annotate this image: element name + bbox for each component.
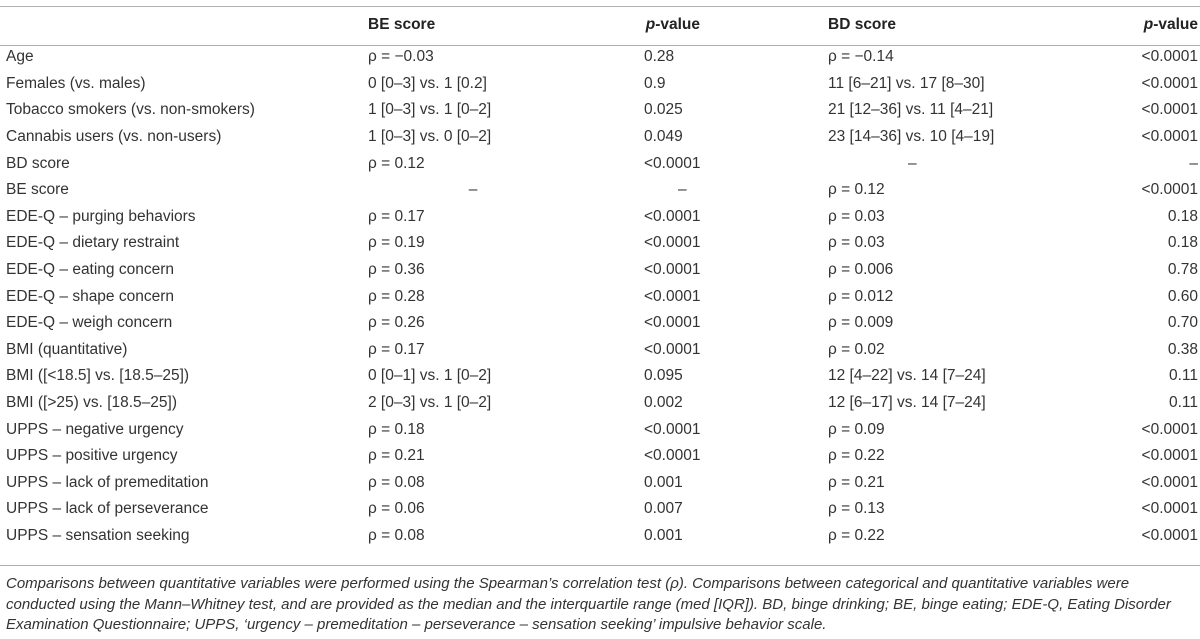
be-score-cell: ρ = 0.26 <box>368 314 425 332</box>
table-row <box>0 310 1200 337</box>
be-score-cell: ρ = 0.17 <box>368 207 425 225</box>
row-variable: UPPS – lack of perseverance <box>6 500 209 518</box>
bd-pvalue-cell: <0.0001 <box>1141 128 1198 146</box>
bd-score-cell: 12 [6–17] vs. 14 [7–24] <box>828 394 986 412</box>
bd-pvalue-cell: 0.78 <box>1167 261 1198 279</box>
table-row <box>0 496 1200 523</box>
bd-pvalue-cell: <0.0001 <box>1141 500 1198 518</box>
be-pvalue-cell: <0.0001 <box>644 234 701 252</box>
table-row <box>0 97 1200 124</box>
bd-pvalue-cell: 0.60 <box>1167 287 1198 305</box>
be-score-cell: ρ = 0.28 <box>368 287 425 305</box>
header-p-rest: -value <box>1153 16 1198 33</box>
bd-score-cell: 21 [12–36] vs. 11 [4–21] <box>828 101 994 119</box>
be-score-cell: ρ = 0.12 <box>368 154 425 172</box>
row-variable: UPPS – lack of premeditation <box>6 473 209 491</box>
be-pvalue-cell: 0.007 <box>644 500 683 518</box>
be-score-cell: 0 [0–1] vs. 1 [0–2] <box>368 367 492 385</box>
bd-pvalue-cell: <0.0001 <box>1141 181 1198 199</box>
results-table <box>0 6 1200 549</box>
bd-score-cell: ρ = 0.03 <box>828 207 885 225</box>
be-score-cell: ρ = −0.03 <box>368 48 434 66</box>
bd-score-cell: ρ = 0.22 <box>828 526 885 544</box>
bd-pvalue-cell: 0.11 <box>1168 367 1198 385</box>
be-pvalue-cell: 0.9 <box>644 74 666 92</box>
be-pvalue-cell: – <box>678 181 687 199</box>
bd-score-cell: – <box>908 154 917 172</box>
be-pvalue-cell: <0.0001 <box>644 340 701 358</box>
row-variable: BE score <box>6 181 69 199</box>
be-pvalue-cell: <0.0001 <box>644 420 701 438</box>
row-variable: BMI ([<18.5] vs. [18.5–25]) <box>6 367 190 385</box>
bd-pvalue-cell: 0.70 <box>1167 314 1198 332</box>
bd-score-cell: ρ = 0.009 <box>828 314 894 332</box>
row-variable: BD score <box>6 154 70 172</box>
row-variable: EDE-Q – eating concern <box>6 261 175 279</box>
row-variable: Tobacco smokers (vs. non-smokers) <box>6 101 255 119</box>
table-row <box>0 416 1200 443</box>
row-variable: Cannabis users (vs. non-users) <box>6 128 222 146</box>
table-row <box>0 363 1200 390</box>
table-row <box>0 204 1200 231</box>
header-be-pvalue <box>578 6 808 44</box>
header-bd-pvalue <box>1058 6 1200 44</box>
table-body <box>0 44 1200 549</box>
table-footnote: Comparisons between quantitative variables were performed using the Spearman’s correlation test (ρ). Comparisons between categorical and quantitative variables were conducted using the Mann–Whitney test, and are provided as the median and the interquartile range (med [IQR]). BD, binge drinking; BE, binge eating; EDE-Q, Eating Disorder Examination Questionnaire; UPPS, ‘urgency – premeditation – perseverance – sensation seeking’ impulsive behavior scale. <box>6 575 1171 633</box>
bd-score-cell: 11 [6–21] vs. 17 [8–30] <box>828 74 985 92</box>
row-variable: UPPS – negative urgency <box>6 420 184 438</box>
bd-score-cell: ρ = 0.12 <box>828 181 885 199</box>
be-pvalue-cell: 0.28 <box>644 48 675 66</box>
be-pvalue-cell: <0.0001 <box>644 207 701 225</box>
be-score-cell: 1 [0–3] vs. 0 [0–2] <box>368 128 492 146</box>
bd-score-cell: ρ = 0.02 <box>828 340 885 358</box>
bd-score-cell: ρ = 0.13 <box>828 500 885 518</box>
results-table-container <box>0 6 1200 549</box>
be-pvalue-cell: 0.025 <box>644 101 683 119</box>
bd-score-cell: ρ = −0.14 <box>828 48 894 66</box>
bd-score-cell: ρ = 0.006 <box>828 261 894 279</box>
row-variable: BMI ([>25) vs. [18.5–25]) <box>6 394 178 412</box>
bd-pvalue-cell: <0.0001 <box>1141 48 1198 66</box>
be-score-cell: ρ = 0.06 <box>368 500 425 518</box>
header-variable <box>0 6 368 44</box>
be-score-cell: ρ = 0.21 <box>368 447 425 465</box>
header-p-rest: -value <box>655 16 700 33</box>
table-row <box>0 230 1200 257</box>
be-score-cell: 1 [0–3] vs. 1 [0–2] <box>368 101 492 119</box>
row-variable: EDE-Q – dietary restraint <box>6 234 180 252</box>
bd-score-cell: 23 [14–36] vs. 10 [4–19] <box>828 128 995 146</box>
bd-score-cell: ρ = 0.012 <box>828 287 894 305</box>
bd-score-cell: ρ = 0.09 <box>828 420 885 438</box>
be-pvalue-cell: <0.0001 <box>644 314 701 332</box>
be-score-cell: ρ = 0.08 <box>368 526 425 544</box>
table-row <box>0 177 1200 204</box>
bd-pvalue-cell: <0.0001 <box>1141 526 1198 544</box>
row-variable: Females (vs. males) <box>6 74 146 92</box>
be-score-cell: ρ = 0.18 <box>368 420 425 438</box>
be-score-cell: ρ = 0.19 <box>368 234 425 252</box>
bd-score-cell: ρ = 0.03 <box>828 234 885 252</box>
header-be-score: BE score <box>368 16 436 33</box>
table-row <box>0 337 1200 364</box>
bd-pvalue-cell: 0.18 <box>1167 207 1198 225</box>
header-row <box>0 6 1200 44</box>
be-pvalue-cell: <0.0001 <box>644 287 701 305</box>
bd-pvalue-cell: <0.0001 <box>1141 447 1198 465</box>
be-score-cell: 2 [0–3] vs. 1 [0–2] <box>368 394 492 412</box>
header-p-italic: p <box>645 16 656 33</box>
table-row <box>0 71 1200 98</box>
be-pvalue-cell: 0.001 <box>644 473 683 491</box>
be-score-cell: – <box>468 181 478 199</box>
table-row <box>0 443 1200 470</box>
table-row <box>0 283 1200 310</box>
be-pvalue-cell: 0.002 <box>644 394 683 412</box>
header-bd-score: BD score <box>828 16 897 33</box>
row-variable: UPPS – sensation seeking <box>6 526 190 544</box>
bd-score-cell: ρ = 0.21 <box>828 473 885 491</box>
bd-pvalue-cell: 0.18 <box>1167 234 1198 252</box>
bd-pvalue-cell: <0.0001 <box>1141 101 1198 119</box>
row-variable: Age <box>6 48 34 66</box>
row-variable: BMI (quantitative) <box>6 340 128 358</box>
bottom-rule <box>0 565 1200 566</box>
table-row <box>0 257 1200 284</box>
be-score-cell: ρ = 0.36 <box>368 261 425 279</box>
table-row <box>0 150 1200 177</box>
bd-pvalue-cell: <0.0001 <box>1141 420 1198 438</box>
bd-pvalue-cell: 0.11 <box>1168 394 1198 412</box>
row-variable: EDE-Q – shape concern <box>6 287 175 305</box>
bd-pvalue-cell: – <box>1189 154 1198 172</box>
be-score-cell: ρ = 0.17 <box>368 340 425 358</box>
bd-score-cell: 12 [4–22] vs. 14 [7–24] <box>828 367 986 385</box>
be-pvalue-cell: <0.0001 <box>644 447 701 465</box>
bd-pvalue-cell: 0.38 <box>1167 340 1198 358</box>
be-pvalue-cell: <0.0001 <box>644 261 701 279</box>
be-pvalue-cell: 0.095 <box>644 367 683 385</box>
bd-pvalue-cell: <0.0001 <box>1141 473 1198 491</box>
table-row <box>0 390 1200 417</box>
header-p-italic: p <box>1143 16 1154 33</box>
row-variable: EDE-Q – purging behaviors <box>6 207 196 225</box>
be-pvalue-cell: 0.049 <box>644 128 683 146</box>
table-row <box>0 523 1200 550</box>
table-row <box>0 44 1200 71</box>
be-pvalue-cell: 0.001 <box>644 526 683 544</box>
be-pvalue-cell: <0.0001 <box>644 154 701 172</box>
be-score-cell: ρ = 0.08 <box>368 473 425 491</box>
bd-pvalue-cell: <0.0001 <box>1141 74 1198 92</box>
row-variable: UPPS – positive urgency <box>6 447 178 465</box>
bd-score-cell: ρ = 0.22 <box>828 447 885 465</box>
table-row <box>0 124 1200 151</box>
be-score-cell: 0 [0–3] vs. 1 [0.2] <box>368 74 487 92</box>
table-row <box>0 470 1200 497</box>
row-variable: EDE-Q – weigh concern <box>6 314 173 332</box>
